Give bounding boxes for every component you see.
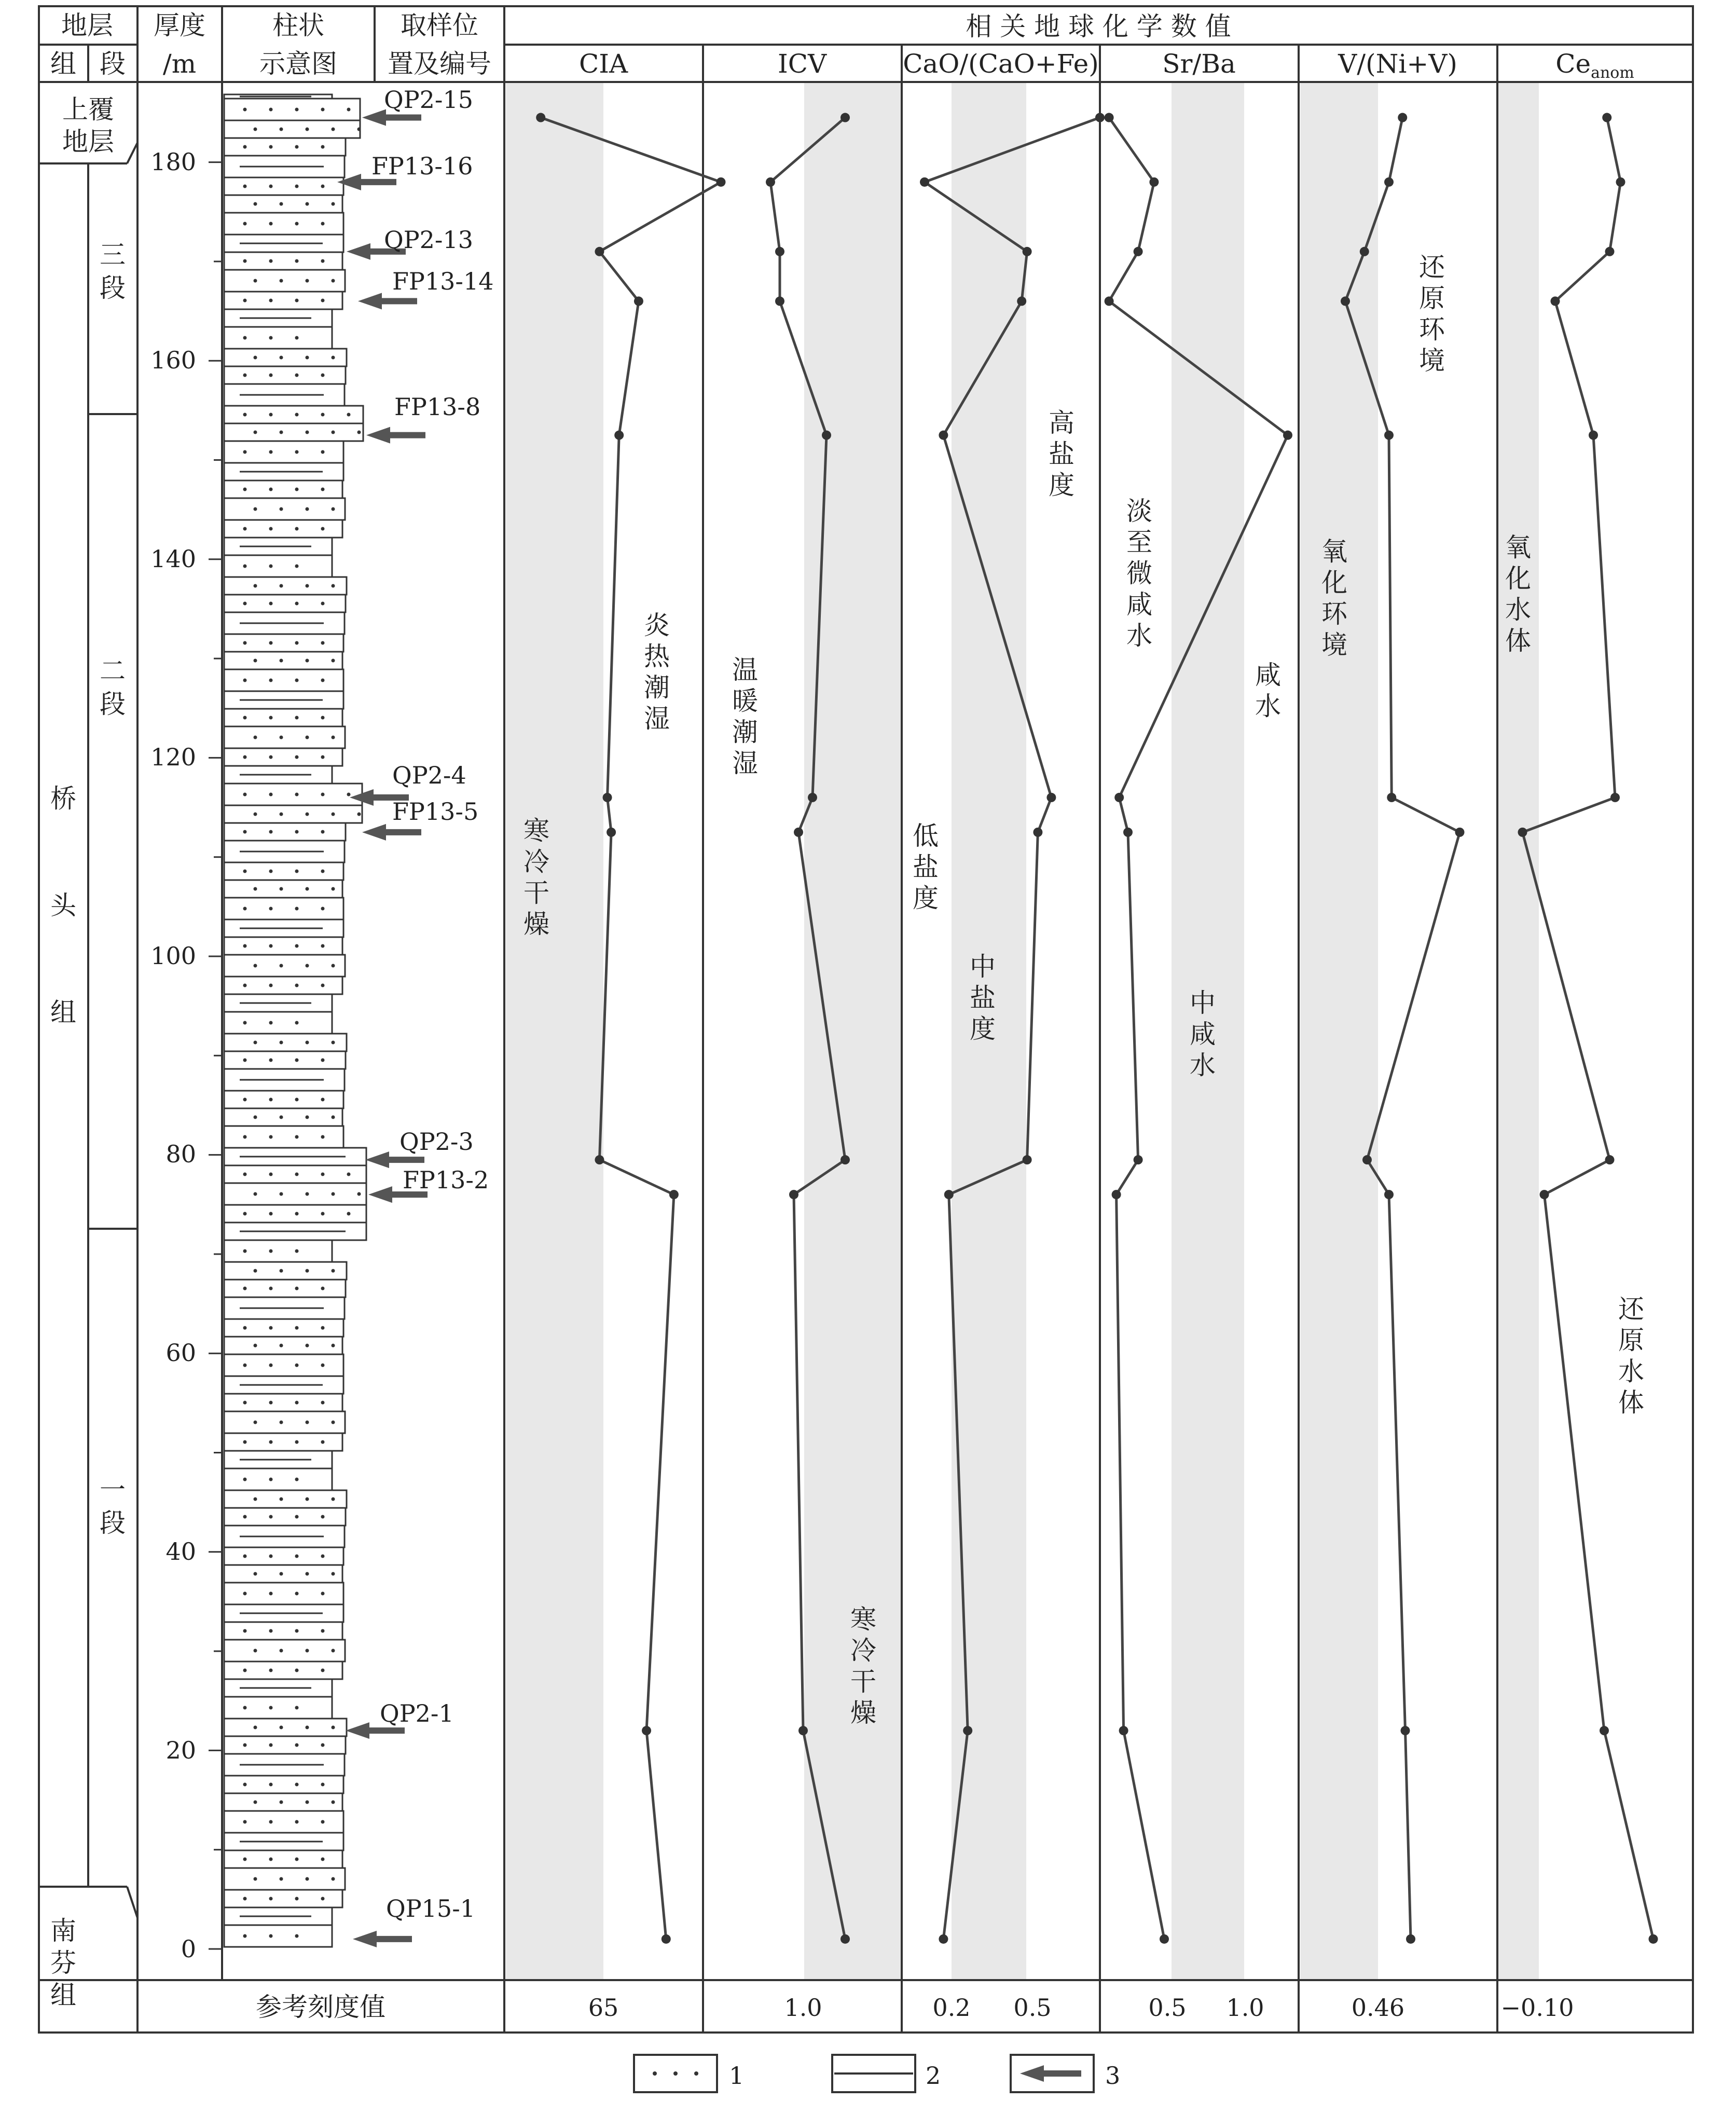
- lithology-bed-sandstone: [224, 1433, 342, 1451]
- qiaotou-label-3: 组: [50, 997, 76, 1027]
- title-cao: CaO/(CaO+Fe): [903, 49, 1099, 79]
- lithology-bed-sandstone: [224, 1736, 346, 1754]
- data-point-3-0: [1160, 1934, 1169, 1944]
- ce-shade: [1498, 82, 1539, 1980]
- data-point-3-5: [1114, 793, 1124, 802]
- lithology-bed-sandstone: [224, 880, 342, 898]
- lithology-bed-sandstone: [224, 1394, 342, 1411]
- sample-arrow-fp13-5: [362, 824, 421, 841]
- lithology-bed-sandstone: [224, 709, 342, 726]
- header-thickness-unit: /m: [162, 49, 197, 79]
- lithology-bed-sandstone: [224, 955, 345, 977]
- data-point-2-2: [944, 1190, 954, 1199]
- data-point-3-1: [1119, 1726, 1128, 1735]
- cao-ann-mid-1: 中: [970, 952, 996, 982]
- lithology-bed-sandstone: [224, 898, 343, 919]
- lithology-bed-sandstone: [224, 1565, 342, 1583]
- lithology-bed-sandstone: [224, 555, 332, 577]
- data-point-0-8: [595, 247, 604, 256]
- cia-ann-hot-4: 湿: [644, 704, 670, 734]
- lithology-bed-sandstone: [224, 1719, 347, 1736]
- lithology-bed-sandstone: [224, 1622, 342, 1640]
- title-cia: CIA: [578, 49, 628, 79]
- sample-label-fp13-5: FP13-5: [392, 798, 479, 826]
- ref-cao-02: 0.2: [932, 1994, 971, 2022]
- ref-srba-05: 0.5: [1148, 1994, 1187, 2022]
- cia-ann-hot-1: 炎: [644, 610, 670, 640]
- data-point-1-0: [841, 1934, 850, 1944]
- data-point-0-3: [595, 1155, 604, 1164]
- lithology-bed-sandstone: [224, 577, 347, 595]
- icv-ann-warm-3: 潮: [732, 717, 758, 747]
- data-point-5-8: [1605, 247, 1615, 256]
- lithology-bed-sandstone: [224, 1697, 332, 1719]
- header-thickness: 厚度: [154, 10, 205, 40]
- overlying-label-2: 地层: [62, 127, 114, 157]
- ce-ann-ox-2: 化: [1505, 564, 1531, 594]
- lithology-bed-sandstone: [224, 1640, 345, 1661]
- ce-ann-red-3: 水: [1618, 1356, 1644, 1386]
- lithology-bed-sandstone: [224, 977, 342, 994]
- nanfen-label-2: 芬: [50, 1948, 76, 1978]
- data-point-5-10: [1602, 113, 1611, 122]
- sample-label-qp2-1: QP2-1: [380, 1699, 454, 1727]
- data-point-4-2: [1384, 1190, 1394, 1199]
- qiaotou-label-2: 头: [50, 890, 76, 921]
- data-point-4-1: [1401, 1726, 1410, 1735]
- data-point-1-8: [775, 247, 784, 256]
- icv-ann-cold-3: 干: [850, 1667, 876, 1697]
- lithology-bed-sandstone: [224, 292, 342, 309]
- data-point-4-6: [1384, 431, 1394, 440]
- member3-label-2: 段: [100, 273, 126, 303]
- vniv-ann-ox-4: 境: [1321, 630, 1347, 660]
- depth-tick-180: 180: [150, 148, 196, 176]
- lithology-bed-sandstone: [224, 595, 346, 612]
- sample-label-qp2-3: QP2-3: [399, 1128, 474, 1156]
- lithology-bed-sandstone: [224, 1262, 347, 1280]
- ref-vniv-046: 0.46: [1351, 1994, 1405, 2022]
- data-point-2-6: [939, 431, 948, 440]
- vniv-ann-ox-1: 氧: [1321, 537, 1347, 567]
- sample-label-fp13-8: FP13-8: [394, 393, 481, 421]
- lithology-bed-sandstone: [224, 195, 342, 213]
- legend: [634, 2055, 1120, 2092]
- data-point-3-6: [1283, 431, 1292, 440]
- data-point-2-4: [1033, 828, 1042, 837]
- data-point-1-1: [798, 1726, 808, 1735]
- ce-ann-red-2: 原: [1618, 1325, 1644, 1355]
- data-point-1-7: [775, 296, 784, 306]
- lithology-bed-sandstone: [224, 1850, 342, 1868]
- footer: [256, 1992, 1574, 2022]
- lithology-bed-sandstone: [224, 1319, 343, 1337]
- sample-label-fp13-14: FP13-14: [392, 267, 494, 295]
- data-point-4-5: [1387, 793, 1396, 802]
- depth-tick-100: 100: [150, 942, 196, 970]
- header-member: 段: [100, 49, 126, 79]
- member3-label-1: 三: [100, 240, 126, 270]
- cia-shade: [506, 82, 603, 1980]
- lithology-bed-sandstone: [224, 1490, 347, 1508]
- title-ce-main: Ce: [1555, 49, 1591, 79]
- ce-ann-ox-4: 体: [1505, 626, 1531, 656]
- cao-ann-low-1: 低: [913, 821, 939, 851]
- lithology-bed-sandstone: [224, 1337, 342, 1354]
- overlying-label-1: 上覆: [62, 94, 114, 125]
- lithology-bed-sandstone: [224, 1051, 346, 1069]
- header-formation: 组: [50, 49, 76, 79]
- data-point-0-1: [642, 1726, 651, 1735]
- sample-arrow-fp13-8: [366, 427, 425, 444]
- ce-ann-ox-1: 氧: [1505, 532, 1531, 562]
- data-point-4-7: [1341, 296, 1350, 306]
- data-point-4-0: [1406, 1934, 1415, 1944]
- depth-tick-0: 0: [181, 1935, 196, 1963]
- reference-label: 参考刻度值: [256, 1992, 385, 2022]
- cia-ann-cold-1: 寒: [523, 816, 549, 846]
- ce-ann-red-4: 体: [1618, 1388, 1644, 1418]
- lithology-bed-sandstone: [224, 270, 345, 292]
- cao-ann-high-3: 度: [1049, 470, 1074, 500]
- lithology-bed-sandstone: [224, 1776, 343, 1793]
- title-ce: [1555, 49, 1634, 82]
- data-point-0-6: [614, 431, 624, 440]
- sample-label-qp2-13: QP2-13: [384, 226, 474, 254]
- lithology-bed-sandstone: [224, 1890, 342, 1907]
- data-point-3-7: [1105, 296, 1114, 306]
- data-point-0-10: [536, 113, 545, 122]
- srba-ann-mid-3: 水: [1190, 1050, 1216, 1080]
- depth-tick-40: 40: [166, 1537, 196, 1566]
- icv-ann-warm-1: 温: [732, 655, 758, 685]
- series-line-ce: [1523, 118, 1654, 1939]
- data-point-2-3: [1023, 1155, 1032, 1164]
- sample-labels: [371, 86, 493, 1923]
- lithology-bed-sandstone: [224, 1012, 332, 1034]
- srba-ann-salt-1: 咸: [1255, 660, 1281, 690]
- member1-label-2: 段: [100, 1508, 126, 1538]
- data-point-1-2: [789, 1190, 798, 1199]
- data-point-4-3: [1362, 1155, 1372, 1164]
- nanfen-label-1: 南: [50, 1916, 76, 1946]
- data-point-1-9: [766, 177, 775, 187]
- lithology-column: [224, 94, 366, 1947]
- lithology-bed-sandstone: [224, 423, 363, 441]
- lithology-bed-sandstone: [224, 366, 346, 384]
- title-vniv: V/(Ni+V): [1338, 49, 1457, 79]
- data-point-1-10: [841, 113, 850, 122]
- data-point-1-5: [808, 793, 817, 802]
- data-point-2-0: [939, 1934, 948, 1944]
- lithology-bed-sandstone: [224, 177, 343, 195]
- sample-label-qp15-1: QP15-1: [386, 1894, 476, 1923]
- cao-ann-mid-3: 度: [970, 1014, 996, 1044]
- cao-ann-high-2: 盐: [1049, 439, 1074, 469]
- member1-label-1: 一: [100, 1475, 126, 1505]
- depth-tick-120: 120: [150, 743, 196, 771]
- data-point-3-4: [1123, 828, 1133, 837]
- data-point-4-8: [1360, 247, 1369, 256]
- depth-tick-20: 20: [166, 1736, 196, 1764]
- depth-tick-60: 60: [166, 1339, 196, 1367]
- ref-cia-65: 65: [588, 1994, 619, 2022]
- lithology-bed-sandstone: [224, 1661, 342, 1679]
- header-column-sub: 示意图: [259, 49, 337, 79]
- shade-bands: [506, 82, 1539, 1980]
- lithology-bed-sandstone: [224, 327, 332, 349]
- lithology-bed-sandstone: [224, 1793, 342, 1811]
- depth-tick-160: 160: [150, 346, 196, 374]
- lithology-bed-sandstone: [224, 1925, 332, 1947]
- data-point-0-0: [662, 1934, 671, 1944]
- qiaotou-label-1: 桥: [50, 784, 76, 814]
- depth-tick-80: 80: [166, 1140, 196, 1168]
- data-point-3-9: [1149, 177, 1159, 187]
- ce-ann-ox-3: 水: [1505, 595, 1531, 625]
- data-point-4-4: [1455, 828, 1465, 837]
- member2-label-2: 段: [100, 689, 126, 719]
- cao-ann-high-1: 高: [1049, 408, 1074, 438]
- depth-axis: [150, 82, 222, 1963]
- data-point-2-1: [963, 1726, 972, 1735]
- cia-ann-cold-2: 冷: [523, 847, 549, 877]
- lithology-bed-sandstone: [224, 1583, 343, 1604]
- data-point-5-3: [1605, 1155, 1615, 1164]
- data-point-3-8: [1134, 247, 1143, 256]
- data-point-0-7: [634, 296, 643, 306]
- lithology-bed-sandstone: [224, 498, 345, 520]
- lithology-bed-sandstone: [224, 1108, 342, 1126]
- title-srba: Sr/Ba: [1162, 49, 1236, 79]
- data-point-3-10: [1105, 113, 1114, 122]
- legend-label-3: 3: [1105, 2062, 1121, 2090]
- nanfen-label-3: 组: [50, 1980, 76, 2010]
- header-geochem-title: 相 关 地 球 化 学 数 值: [966, 11, 1231, 42]
- data-point-3-3: [1134, 1155, 1143, 1164]
- lithology-bed-sandstone: [224, 1811, 343, 1833]
- data-point-5-4: [1518, 828, 1527, 837]
- lithology-bed-sandstone: [224, 748, 342, 766]
- cia-ann-hot-3: 潮: [644, 672, 670, 703]
- icv-ann-warm-4: 湿: [732, 748, 758, 778]
- lithology-bed-sandstone: [224, 1354, 343, 1376]
- lithology-bed-sandstone: [224, 349, 347, 366]
- lithology-bed-sandstone: [224, 1547, 343, 1565]
- vniv-ann-red-1: 还: [1419, 252, 1445, 282]
- data-point-1-4: [794, 828, 803, 837]
- cao-ann-low-3: 度: [913, 883, 939, 913]
- data-point-5-2: [1540, 1190, 1549, 1199]
- lithology-bed-sandstone: [224, 120, 360, 138]
- header-column: 柱状: [272, 10, 324, 40]
- srba-ann-fresh-3: 微: [1126, 558, 1152, 588]
- lithology-bed-sandstone: [224, 1126, 343, 1148]
- lithology-bed-sandstone: [224, 213, 343, 235]
- header-sample-sub: 置及编号: [388, 49, 491, 79]
- cia-ann-hot-2: 热: [644, 641, 670, 671]
- cao-ann-low-2: 盐: [913, 852, 939, 882]
- lithology-bed-sandstone: [224, 1468, 332, 1490]
- vniv-ann-ox-3: 环: [1321, 599, 1347, 629]
- data-point-5-0: [1649, 1934, 1658, 1944]
- data-point-2-5: [1046, 793, 1056, 802]
- lithology-bed-sandstone: [224, 1034, 347, 1051]
- data-point-2-8: [1023, 247, 1032, 256]
- data-point-5-6: [1589, 431, 1598, 440]
- ref-srba-1: 1.0: [1226, 1994, 1264, 2022]
- sample-label-qp2-4: QP2-4: [392, 761, 466, 789]
- legend-label-1: 1: [729, 2062, 745, 2090]
- lithology-bed-sandstone: [224, 252, 342, 270]
- icv-ann-cold-2: 冷: [850, 1636, 876, 1666]
- ref-icv-1: 1.0: [784, 1994, 822, 2022]
- lithology-bed-sandstone: [224, 805, 362, 823]
- cia-ann-cold-4: 燥: [523, 909, 549, 939]
- lithology-bed-sandstone: [224, 480, 342, 498]
- srba-ann-fresh-2: 至: [1126, 527, 1152, 557]
- lithology-bed-sandstone: [224, 520, 342, 538]
- data-point-1-3: [841, 1155, 850, 1164]
- data-point-2-9: [920, 177, 929, 187]
- lithology-bed-sandstone: [224, 1240, 332, 1262]
- data-point-0-5: [603, 793, 612, 802]
- ce-ann-red-1: 还: [1618, 1294, 1644, 1324]
- data-point-5-1: [1600, 1726, 1609, 1735]
- sample-arrow-qp15-1: [353, 1931, 412, 1947]
- srba-ann-fresh-4: 咸: [1126, 589, 1152, 620]
- data-point-5-7: [1551, 296, 1560, 306]
- vniv-ann-red-2: 原: [1419, 283, 1445, 313]
- srba-ann-fresh-1: 淡: [1126, 496, 1152, 526]
- data-point-0-2: [669, 1190, 679, 1199]
- panel-titles: [579, 49, 1634, 82]
- data-point-5-9: [1616, 177, 1625, 187]
- title-ce-sub: anom: [1591, 64, 1634, 82]
- sample-label-fp13-2: FP13-2: [403, 1166, 489, 1194]
- icv-ann-warm-2: 暖: [732, 686, 758, 716]
- data-point-5-5: [1610, 793, 1620, 802]
- data-series: [536, 113, 1658, 1944]
- data-point-0-9: [717, 177, 726, 187]
- sample-label-fp13-16: FP13-16: [371, 152, 473, 180]
- data-point-0-4: [607, 828, 616, 837]
- vniv-ann-red-3: 环: [1419, 314, 1445, 345]
- cao-ann-mid-2: 盐: [970, 983, 996, 1013]
- annotations: [523, 252, 1645, 1728]
- srba-ann-mid-1: 中: [1190, 988, 1216, 1018]
- depth-tick-140: 140: [150, 545, 196, 573]
- srba-ann-fresh-5: 水: [1126, 621, 1152, 651]
- lithology-bed-sandstone: [224, 1411, 345, 1433]
- lithology-bed-sandstone: [224, 669, 343, 691]
- data-point-2-7: [1017, 296, 1026, 306]
- header-stratum: 地层: [61, 10, 113, 40]
- srba-ann-mid-2: 咸: [1190, 1019, 1216, 1049]
- lithology-bed-sandstone: [224, 937, 342, 955]
- cia-ann-cold-3: 干: [523, 878, 549, 908]
- ref-cao-05: 0.5: [1013, 1994, 1052, 2022]
- srba-ann-salt-2: 水: [1255, 691, 1281, 721]
- icv-ann-cold-1: 寒: [850, 1604, 876, 1635]
- lithology-bed-sandstone: [224, 441, 343, 463]
- legend-label-2: 2: [926, 2062, 941, 2090]
- lithology-bed-sandstone: [224, 652, 342, 669]
- data-point-4-10: [1398, 113, 1407, 122]
- lithology-bed-sandstone: [224, 1091, 343, 1108]
- header-sample: 取样位: [401, 10, 478, 40]
- lithology-bed-sandstone: [224, 823, 346, 841]
- data-point-4-9: [1384, 177, 1394, 187]
- lithology-bed-sandstone: [224, 1183, 366, 1205]
- lithology-bed-sandstone: [224, 138, 346, 156]
- ref-ce-010: −0.10: [1500, 1994, 1574, 2022]
- lithology-bed-sandstone: [224, 726, 345, 748]
- sample-arrow-fp13-14: [358, 293, 417, 309]
- lithology-bed-sandstone: [224, 862, 343, 880]
- title-icv: ICV: [777, 49, 827, 79]
- data-point-3-2: [1112, 1190, 1121, 1199]
- data-point-1-6: [822, 431, 831, 440]
- vniv-ann-red-4: 境: [1419, 346, 1445, 376]
- lithology-bed-sandstone: [224, 1280, 346, 1297]
- sample-label-qp2-15: QP2-15: [384, 86, 474, 114]
- icv-ann-cold-4: 燥: [850, 1698, 876, 1728]
- lithology-bed-sandstone: [224, 1508, 346, 1526]
- lithology-bed-sandstone: [224, 1868, 345, 1890]
- member2-label-1: 二: [100, 656, 126, 686]
- data-point-2-10: [1095, 113, 1105, 122]
- sample-arrows: [337, 109, 428, 1947]
- vniv-ann-ox-2: 化: [1321, 568, 1347, 598]
- lithology-bed-sandstone: [224, 634, 343, 652]
